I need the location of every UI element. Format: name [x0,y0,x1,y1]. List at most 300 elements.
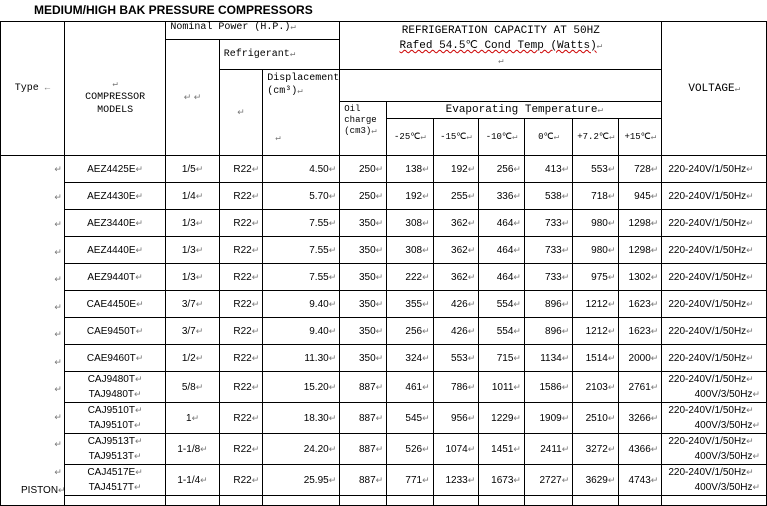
model-name-alt: TAJ9513T↵ [88,451,142,462]
capacity-value: 2000 [628,352,651,364]
capacity-cell: 1212↵ [573,291,619,318]
capacity-cell: 553↵ [573,156,619,183]
model-name: AEZ4440E [87,244,136,256]
capacity-cell: 362↵ [433,237,479,264]
row-marks: ↵ ↵ ↵ ↵ ↵ ↵ ↵ ↵ ↵ ↵ ↵ ↵ [54,164,62,477]
empty-cell [166,496,219,506]
capacity-value: 554 [496,325,514,337]
capacity-cell: 1233↵ [433,465,479,496]
capacity-cell: 256↵ [387,318,433,345]
capacity-value: 718 [591,190,608,202]
capacity-value: 2103 [585,381,608,393]
displacement-value: 7.55 [309,271,329,283]
capacity-cell: 464↵ [479,210,525,237]
capacity-value: 1623 [628,325,651,337]
voltage-cell: 220-240V/1/50Hz↵ [662,237,767,264]
capacity-value: 1673 [491,474,514,486]
capacity-value: 956 [451,412,468,424]
capacity-cell: 3266↵ [619,403,662,434]
capacity-cell: 896↵ [524,318,572,345]
capacity-value: 553 [451,352,468,364]
displacement-value: 11.30 [304,352,329,364]
capacity-value: 222 [405,271,423,283]
refrigerant-value: R22 [233,298,252,310]
header-capacity-gap [340,70,662,102]
capacity-value: 2510 [585,412,608,424]
capacity-cell: 2727↵ [524,465,572,496]
capacity-value: 464 [496,271,514,283]
capacity-value: 3272 [585,443,608,455]
capacity-cell: 464↵ [479,264,525,291]
voltage-value: 220-240V/1/50Hz [668,244,747,256]
model-name: CAJ9510T↵ [87,405,143,416]
capacity-cell: 426↵ [433,318,479,345]
capacity-value: 786 [451,381,468,393]
hp-value: 1/3 [181,217,196,229]
voltage-cell: 220-240V/1/50Hz↵ [662,345,767,372]
capacity-value: 308 [405,244,423,256]
capacity-value: 1074 [445,443,468,455]
voltage-value: 220-240V/1/50Hz↵ [668,374,754,385]
capacity-cell: 1229↵ [479,403,525,434]
oil-cell: 350↵ [340,345,387,372]
table-row [1,264,767,291]
voltage-cell [662,403,767,434]
capacity-cell: 733↵ [524,237,572,264]
capacity-cell: 138↵ [387,156,433,183]
capacity-value: 192 [451,163,468,175]
hp-cell: 1-1/4↵ [166,465,219,496]
refrigerant-value: R22 [233,325,252,337]
capacity-cell: 554↵ [479,291,525,318]
empty-cell [662,496,767,506]
model-cell: CAE9450T↵ [64,318,165,345]
capacity-value: 255 [451,190,468,202]
capacity-cell: 426↵ [433,291,479,318]
capacity-cell: 308↵ [387,210,433,237]
header-evap-temp: Evaporating Temperature↵ [387,102,662,119]
hp-cell: 1/4↵ [166,183,219,210]
displacement-value: 5.70 [309,190,329,202]
table-row [1,156,767,183]
header-voltage: VOLTAGE↵ [662,22,767,156]
refrigerant-value: R22 [233,244,252,256]
capacity-value: 2761 [628,381,651,393]
capacity-cell: 1302↵ [619,264,662,291]
displacement-value: 18.30 [303,412,329,424]
model-name: CAJ9480T↵ [87,374,143,385]
capacity-cell: 718↵ [573,183,619,210]
oil-value: 887 [358,412,376,424]
refrigerant-value: R22 [233,352,252,364]
capacity-value: 553 [591,163,608,175]
voltage-cell: 220-240V/1/50Hz↵ [662,183,767,210]
capacity-value: 980 [591,244,608,256]
capacity-cell: 980↵ [573,210,619,237]
capacity-cell: 192↵ [433,156,479,183]
displacement-cell: 7.55↵ [263,264,340,291]
refrigerant-cell: R22↵ [219,210,262,237]
capacity-value: 138 [405,163,423,175]
hp-value: 5/8 [181,381,196,393]
empty-cell [524,496,572,506]
capacity-value: 1514 [585,352,608,364]
model-cell: AEZ9440T↵ [64,264,165,291]
oil-cell: 887↵ [340,434,387,465]
capacity-cell: 461↵ [387,372,433,403]
oil-value: 350 [358,352,376,364]
capacity-value: 733 [545,217,562,229]
displacement-cell: 7.55↵ [263,237,340,264]
model-name-alt: TAJ4517T↵ [88,482,142,493]
hp-value: 1/4 [181,190,196,202]
refrigerant-value: R22 [233,271,252,283]
capacity-value: 426 [451,325,468,337]
model-cell: AEZ3440E↵ [64,210,165,237]
hp-cell: 3/7↵ [166,291,219,318]
model-cell: AEZ4425E↵ [64,156,165,183]
capacity-value: 1134 [540,352,562,364]
capacity-cell: 464↵ [479,237,525,264]
empty-cell [387,496,433,506]
header-displacement: Displacement (cm³)↵ ↵ [263,70,340,156]
hp-value: 1/2 [181,352,196,364]
oil-cell: 887↵ [340,465,387,496]
capacity-value: 362 [451,271,468,283]
displacement-cell: 9.40↵ [263,291,340,318]
model-name: AEZ4425E [87,163,136,175]
hp-value: 1-1/4 [177,474,201,486]
refrigerant-value: R22 [233,381,252,393]
capacity-value: 1212 [585,298,608,310]
displacement-value: 25.95 [303,474,329,486]
capacity-cell: 728↵ [619,156,662,183]
capacity-cell: 355↵ [387,291,433,318]
model-name: CAJ9513T↵ [87,436,143,447]
capacity-value: 1298 [628,217,651,229]
capacity-value: 896 [545,298,562,310]
page-title: MEDIUM/HIGH BAK PRESSURE COMPRESSORS [34,3,313,17]
model-cell [64,403,165,434]
displacement-cell: 18.30↵ [263,403,340,434]
compressor-table [0,21,767,506]
capacity-cell: 255↵ [433,183,479,210]
hp-cell: 1/3↵ [166,210,219,237]
capacity-value: 980 [591,217,608,229]
hp-cell: 1/3↵ [166,264,219,291]
empty-cell [619,496,662,506]
capacity-value: 2727 [539,474,562,486]
voltage-value: 220-240V/1/50Hz↵ [668,467,754,478]
capacity-cell: 733↵ [524,210,572,237]
displacement-value: 9.40 [309,325,329,337]
refrigerant-cell: R22↵ [219,372,262,403]
voltage-cell: 220-240V/1/50Hz↵ [662,318,767,345]
hp-value: 1/3 [181,244,196,256]
displacement-cell: 5.70↵ [263,183,340,210]
displacement-cell: 11.30↵ [263,345,340,372]
capacity-cell: 1074↵ [433,434,479,465]
capacity-cell: 896↵ [524,291,572,318]
capacity-cell: 2103↵ [573,372,619,403]
table-row [1,237,767,264]
oil-value: 250 [358,190,376,202]
capacity-value: 464 [496,244,514,256]
capacity-value: 1623 [628,298,651,310]
oil-value: 887 [358,443,376,455]
empty-cell [573,496,619,506]
model-name-alt: TAJ9510T↵ [88,420,142,431]
capacity-cell: 1134↵ [524,345,572,372]
model-cell [64,434,165,465]
capacity-cell: 975↵ [573,264,619,291]
capacity-cell: 1298↵ [619,210,662,237]
voltage-cell [662,465,767,496]
header-temp-2: -10℃↵ [479,119,525,156]
hp-cell: 5/8↵ [166,372,219,403]
refrigerant-cell: R22↵ [219,237,262,264]
capacity-value: 4743 [628,474,651,486]
capacity-cell: 2761↵ [619,372,662,403]
capacity-value: 526 [405,443,423,455]
oil-cell: 350↵ [340,210,387,237]
capacity-line2: Rafed 54.5℃ Cond Temp (Watts) [399,40,597,52]
model-name: CAE9450T [86,325,136,337]
capacity-cell: 4743↵ [619,465,662,496]
capacity-cell: 1212↵ [573,318,619,345]
capacity-value: 1451 [491,443,514,455]
refrigerant-value: R22 [233,163,252,175]
table-row [1,318,767,345]
hp-cell: 1/2↵ [166,345,219,372]
capacity-value: 1302 [628,271,651,283]
displacement-value: 9.40 [309,298,329,310]
capacity-cell: 256↵ [479,156,525,183]
voltage-cell [662,434,767,465]
model-name: CAE4450E [86,298,137,310]
header-ref-mark: ↵ [219,70,262,156]
capacity-value: 256 [405,325,423,337]
capacity-value: 733 [545,271,562,283]
table-row-partial [1,496,767,506]
voltage-value: 220-240V/1/50Hz [668,325,747,337]
refrigerant-value: R22 [233,443,252,455]
capacity-line1: REFRIGERATION CAPACITY AT 50HZ [401,25,600,37]
header-refrigerant: Refrigerant↵ [219,40,339,70]
capacity-cell: 362↵ [433,210,479,237]
header-capacity: REFRIGERATION CAPACITY AT 50HZ Rafed 54.5℃ Cond Temp (Watts)↵ ↵ [340,22,662,70]
displacement-cell: 7.55↵ [263,210,340,237]
displacement-cell: 15.20↵ [263,372,340,403]
oil-value: 250 [358,163,376,175]
displacement-cell: 9.40↵ [263,318,340,345]
capacity-value: 413 [545,163,562,175]
capacity-cell: 1623↵ [619,291,662,318]
capacity-value: 336 [496,190,514,202]
table-row [1,345,767,372]
capacity-value: 362 [451,217,468,229]
header-temp-4: +7.2℃↵ [573,119,619,156]
capacity-value: 538 [545,190,562,202]
model-cell [64,372,165,403]
voltage-value-alt: 400V/3/50Hz↵ [694,420,760,431]
oil-value: 350 [358,217,376,229]
voltage-cell: 220-240V/1/50Hz↵ [662,291,767,318]
capacity-cell: 980↵ [573,237,619,264]
refrigerant-cell: R22↵ [219,465,262,496]
capacity-cell: 526↵ [387,434,433,465]
oil-value: 887 [358,474,376,486]
oil-cell: 887↵ [340,372,387,403]
header-temp-1: -15℃↵ [433,119,479,156]
capacity-value: 355 [405,298,423,310]
capacity-cell: 413↵ [524,156,572,183]
hp-cell: 1/3↵ [166,237,219,264]
capacity-value: 1011 [491,381,514,393]
hp-value: 1/5 [181,163,196,175]
type-cell [1,156,65,506]
displacement-value: 15.20 [303,381,329,393]
model-name-alt: TAJ9480T↵ [88,389,142,400]
header-models: ↵ COMPRESSOR MODELS [64,22,165,156]
capacity-cell: 4366↵ [619,434,662,465]
displacement-value: 24.20 [303,443,329,455]
oil-cell: 350↵ [340,237,387,264]
capacity-value: 896 [545,325,562,337]
capacity-value: 945 [634,190,651,202]
hp-value: 1 [186,412,192,424]
voltage-value-alt: 400V/3/50Hz↵ [694,482,760,493]
capacity-value: 1909 [539,412,562,424]
refrigerant-cell: R22↵ [219,156,262,183]
empty-cell [340,496,387,506]
model-name: AEZ3440E [87,217,136,229]
refrigerant-cell: R22↵ [219,183,262,210]
oil-cell: 250↵ [340,183,387,210]
refrigerant-value: R22 [233,217,252,229]
capacity-value: 771 [405,474,423,486]
capacity-value: 715 [496,352,514,364]
voltage-cell: 220-240V/1/50Hz↵ [662,264,767,291]
capacity-value: 426 [451,298,468,310]
table-row [1,465,767,496]
capacity-cell: 1514↵ [573,345,619,372]
table-row [1,434,767,465]
oil-cell: 250↵ [340,156,387,183]
capacity-value: 554 [496,298,514,310]
capacity-value: 733 [545,244,562,256]
capacity-cell: 3629↵ [573,465,619,496]
capacity-cell: 2411↵ [524,434,572,465]
capacity-value: 256 [496,163,514,175]
voltage-value-alt: 400V/3/50Hz↵ [694,451,760,462]
capacity-cell: 2000↵ [619,345,662,372]
header-hp-marks: ↵ ↵ [166,40,219,156]
displacement-cell: 25.95↵ [263,465,340,496]
table-row [1,403,767,434]
displacement-cell: 4.50↵ [263,156,340,183]
voltage-value: 220-240V/1/50Hz [668,190,747,202]
capacity-value: 1586 [539,381,562,393]
voltage-value: 220-240V/1/50Hz↵ [668,405,754,416]
hp-cell: 1↵ [166,403,219,434]
hp-value: 1-1/8 [177,443,201,455]
voltage-value: 220-240V/1/50Hz [668,163,747,175]
refrigerant-value: R22 [233,474,252,486]
hp-cell: 1/5↵ [166,156,219,183]
displacement-cell: 24.20↵ [263,434,340,465]
capacity-cell: 786↵ [433,372,479,403]
voltage-value-alt: 400V/3/50Hz↵ [694,389,760,400]
capacity-cell: 1673↵ [479,465,525,496]
hp-cell: 1-1/8↵ [166,434,219,465]
model-name: CAE9460T [86,352,136,364]
model-cell: CAE4450E↵ [64,291,165,318]
voltage-value: 220-240V/1/50Hz [668,298,747,310]
displacement-value: 7.55 [309,244,329,256]
oil-cell: 350↵ [340,264,387,291]
empty-cell [263,496,340,506]
capacity-cell: 945↵ [619,183,662,210]
voltage-cell [662,372,767,403]
capacity-value: 728 [634,163,651,175]
capacity-cell: 553↵ [433,345,479,372]
capacity-cell: 538↵ [524,183,572,210]
type-label: PISTON↵ [21,485,66,496]
refrigerant-value: R22 [233,412,252,424]
oil-cell: 887↵ [340,403,387,434]
capacity-value: 3266 [628,412,651,424]
table-row [1,183,767,210]
capacity-cell: 362↵ [433,264,479,291]
header-nominal-power: Nominal Power (H.P.)↵ [166,22,340,40]
capacity-value: 975 [591,271,608,283]
header-type: Type ← [1,22,65,156]
capacity-value: 324 [405,352,423,364]
refrigerant-cell: R22↵ [219,291,262,318]
table-row [1,210,767,237]
empty-cell [433,496,479,506]
oil-cell: 350↵ [340,318,387,345]
capacity-value: 1233 [445,474,468,486]
capacity-cell: 771↵ [387,465,433,496]
capacity-value: 464 [496,217,514,229]
empty-cell [219,496,262,506]
capacity-cell: 222↵ [387,264,433,291]
refrigerant-cell: R22↵ [219,345,262,372]
hp-cell: 3/7↵ [166,318,219,345]
voltage-cell: 220-240V/1/50Hz↵ [662,210,767,237]
model-cell [64,465,165,496]
capacity-value: 192 [405,190,423,202]
capacity-cell: 2510↵ [573,403,619,434]
capacity-cell: 192↵ [387,183,433,210]
capacity-value: 545 [405,412,423,424]
oil-value: 350 [358,244,376,256]
empty-cell [479,496,525,506]
capacity-cell: 715↵ [479,345,525,372]
header-temp-0: -25℃↵ [387,119,433,156]
voltage-value: 220-240V/1/50Hz↵ [668,436,754,447]
capacity-cell: 308↵ [387,237,433,264]
capacity-cell: 1909↵ [524,403,572,434]
capacity-value: 4366 [628,443,651,455]
capacity-cell: 3272↵ [573,434,619,465]
capacity-cell: 1011↵ [479,372,525,403]
capacity-cell: 956↵ [433,403,479,434]
refrigerant-cell: R22↵ [219,434,262,465]
hp-value: 3/7 [181,298,196,310]
